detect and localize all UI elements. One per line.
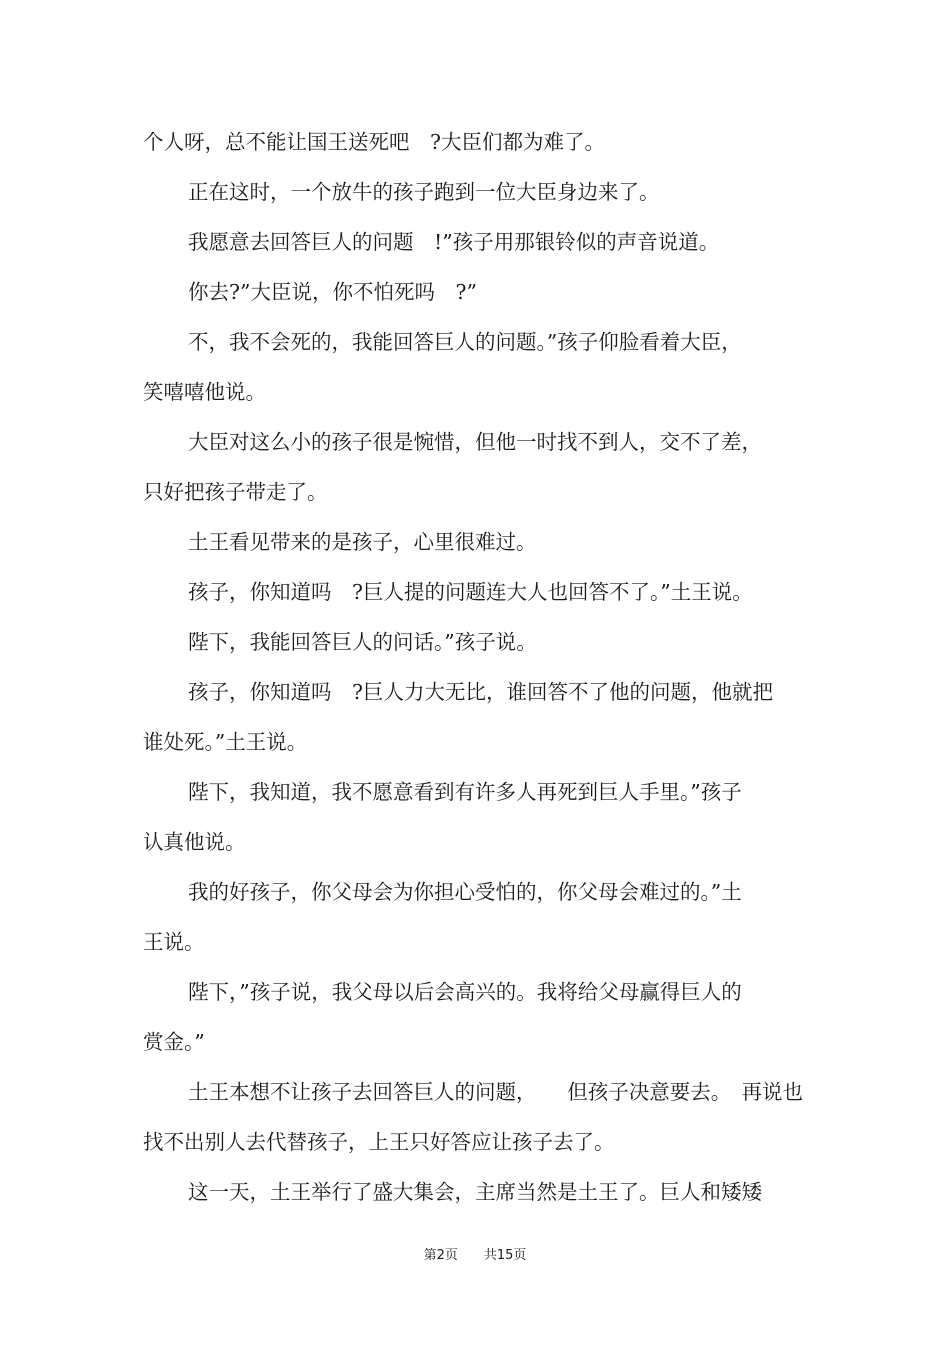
text-line-20: 土王本想不让孩子去回答巨人的问题， 但孩子决意要去。 再说也 [188,1080,803,1104]
text-line-4: 你去?”大臣说，你不怕死吗 ?” [188,280,477,304]
text-line-8: 只好把孩子带走了。 [143,480,328,504]
text-line-3: 我愿意去回答巨人的问题 !”孩子用那银铃似的声音说道。 [188,230,720,254]
text-line-19: 赏金。” [143,1030,205,1054]
text-line-5: 不，我不会死的，我能回答巨人的问题。”孩子仰脸看着大臣， [188,330,742,354]
text-line-6: 笑嘻嘻他说。 [143,380,266,404]
text-line-14: 陛下，我知道，我不愿意看到有许多人再死到巨人手里。”孩子 [188,780,742,804]
text-line-1: 个人呀，总不能让国王送死吧 ?大臣们都为难了。 [143,130,605,154]
text-line-17: 王说。 [143,930,205,954]
text-line-18: 陛下，”孩子说，我父母以后会高兴的。我将给父母赢得巨人的 [188,980,742,1004]
text-line-13: 谁处死。”土王说。 [143,730,308,754]
text-line-11: 陛下，我能回答巨人的问话。”孩子说。 [188,630,537,654]
text-line-10: 孩子，你知道吗 ?巨人提的问题连大人也回答不了。”土王说。 [188,580,753,604]
text-line-9: 土王看见带来的是孩子，心里很难过。 [188,530,537,554]
text-line-15: 认真他说。 [143,830,246,854]
text-line-7: 大臣对这么小的孩子很是惋惜，但他一时找不到人，交不了差， [188,430,762,454]
text-line-2: 正在这时，一个放牛的孩子跑到一位大臣身边来了。 [188,180,660,204]
page-number-footer: 第2页 共15页 [423,1248,527,1263]
text-line-16: 我的好孩子，你父母会为你担心受怕的，你父母会难过的。”土 [188,880,742,904]
text-line-21: 找不出别人去代替孩子，上王只好答应让孩子去了。 [143,1130,615,1154]
text-line-12: 孩子，你知道吗 ?巨人力大无比，谁回答不了他的问题，他就把 [188,680,773,704]
text-line-22: 这一天，土王举行了盛大集会，主席当然是土王了。巨人和矮矮 [188,1180,762,1204]
